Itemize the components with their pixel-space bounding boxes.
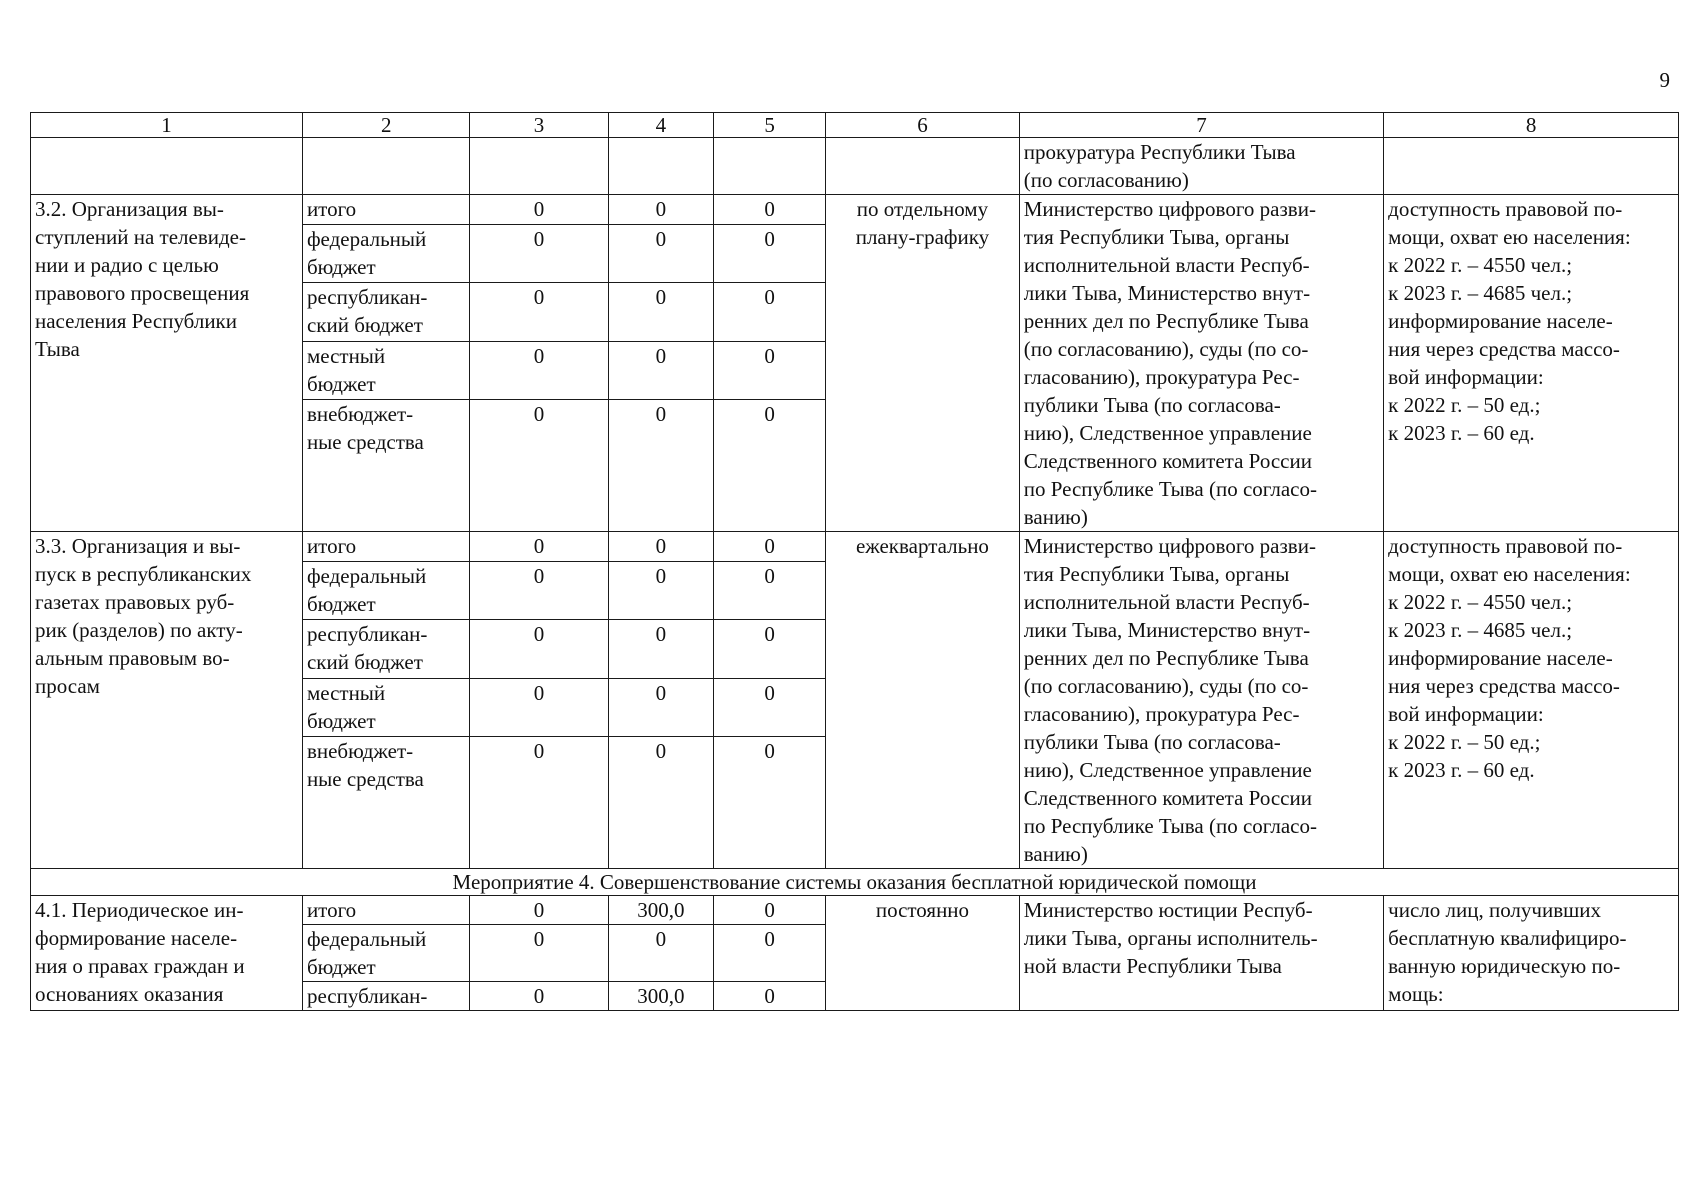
funding-source: местный бюджет xyxy=(302,341,470,400)
funding-value: 0 xyxy=(608,737,714,869)
empty-cell xyxy=(302,138,470,195)
funding-value: 0 xyxy=(608,620,714,679)
funding-value: 0 xyxy=(714,224,826,283)
funding-value: 0 xyxy=(470,400,608,532)
funding-source: федеральный бюджет xyxy=(302,925,470,982)
funding-source: итого xyxy=(302,532,470,562)
funding-value: 0 xyxy=(470,737,608,869)
column-number: 3 xyxy=(470,113,608,138)
funding-value: 0 xyxy=(714,982,826,1011)
funding-value: 0 xyxy=(714,678,826,737)
executors-cell: Министерство юстиции Респуб- лики Тыва, органы исполнитель- ной власти Республики Тыва xyxy=(1019,896,1383,1011)
column-number: 4 xyxy=(608,113,714,138)
column-number: 1 xyxy=(31,113,303,138)
execution-term: ежеквартально xyxy=(826,532,1020,869)
funding-value: 0 xyxy=(608,195,714,225)
activity-name: 3.2. Организация вы- ступлений на телевиде- нии и радио с целью правового просвещения населения Республики Тыва xyxy=(31,195,303,532)
empty-cell xyxy=(470,138,608,195)
funding-value: 0 xyxy=(714,195,826,225)
funding-value: 0 xyxy=(608,925,714,982)
empty-cell xyxy=(31,138,303,195)
funding-value: 0 xyxy=(608,532,714,562)
funding-value: 0 xyxy=(470,982,608,1011)
funding-value: 0 xyxy=(470,925,608,982)
funding-value: 0 xyxy=(714,737,826,869)
empty-cell xyxy=(608,138,714,195)
executors-cell: прокуратура Республики Тыва (по согласованию) xyxy=(1019,138,1383,195)
funding-value: 0 xyxy=(470,620,608,679)
funding-value: 0 xyxy=(608,224,714,283)
funding-value: 0 xyxy=(470,195,608,225)
funding-source: внебюджет- ные средства xyxy=(302,400,470,532)
funding-value: 0 xyxy=(470,341,608,400)
activity-name: 3.3. Организация и вы- пуск в республиканских газетах правовых руб- рик (разделов) по акту- альным правовым во- просам xyxy=(31,532,303,869)
funding-source: внебюджет- ные средства xyxy=(302,737,470,869)
execution-term: постоянно xyxy=(826,896,1020,1011)
funding-value: 0 xyxy=(608,561,714,620)
funding-source: республикан- ский бюджет xyxy=(302,620,470,679)
funding-source: федеральный бюджет xyxy=(302,224,470,283)
section-row xyxy=(31,869,1679,896)
execution-term: по отдельному плану-графику xyxy=(826,195,1020,532)
program-table xyxy=(30,112,1679,1011)
funding-value: 300,0 xyxy=(608,896,714,925)
funding-value: 0 xyxy=(608,678,714,737)
funding-value: 0 xyxy=(714,532,826,562)
empty-cell xyxy=(1384,138,1679,195)
funding-value: 0 xyxy=(714,925,826,982)
funding-source: итого xyxy=(302,195,470,225)
funding-value: 0 xyxy=(714,620,826,679)
funding-value: 0 xyxy=(714,561,826,620)
funding-source: федеральный бюджет xyxy=(302,561,470,620)
empty-cell xyxy=(826,138,1020,195)
table-row xyxy=(31,532,1679,562)
column-number: 8 xyxy=(1384,113,1679,138)
funding-value: 0 xyxy=(714,341,826,400)
funding-value: 0 xyxy=(470,561,608,620)
empty-cell xyxy=(714,138,826,195)
funding-value: 0 xyxy=(608,400,714,532)
section-title: Мероприятие 4. Совершенствование системы оказания бесплатной юридической помощи xyxy=(31,869,1679,896)
column-number: 5 xyxy=(714,113,826,138)
executors-cell: Министерство цифрового разви- тия Республики Тыва, органы исполнительной власти Респуб- лики Тыва, Министерство внут- ренних дел по Республике Тыва (по согласованию), суды (по со- гласованию), прокуратура Рес- публики Тыва (по согласова- нию), Следственное управление Следственного комитета России по Республике Тыва (по согласо- ванию) xyxy=(1019,532,1383,869)
expected-result: доступность правовой по- мощи, охват ею населения: к 2022 г. – 4550 чел.; к 2023 г. – 4685 чел.; информирование населе- ния через средства массо- вой информации: к 2022 г. – 50 ед.; к 2023 г. – 60 ед. xyxy=(1384,532,1679,869)
funding-value: 0 xyxy=(470,283,608,342)
column-number: 7 xyxy=(1019,113,1383,138)
expected-result: число лиц, получивших бесплатную квалифициро- ванную юридическую по- мощь: xyxy=(1384,896,1679,1011)
table-row xyxy=(31,896,1679,925)
funding-value: 0 xyxy=(470,678,608,737)
page-number: 9 xyxy=(1659,68,1670,92)
column-number: 6 xyxy=(826,113,1020,138)
funding-value: 0 xyxy=(608,341,714,400)
funding-source: итого xyxy=(302,896,470,925)
table-row xyxy=(31,195,1679,225)
funding-value: 0 xyxy=(608,283,714,342)
funding-value: 0 xyxy=(470,896,608,925)
activity-name: 4.1. Периодическое ин- формирование населе- ния о правах граждан и основаниях оказания xyxy=(31,896,303,1011)
funding-source: республикан- ский бюджет xyxy=(302,283,470,342)
funding-value: 0 xyxy=(470,532,608,562)
funding-value: 0 xyxy=(714,283,826,342)
funding-source: республикан- xyxy=(302,982,470,1011)
funding-source: местный бюджет xyxy=(302,678,470,737)
funding-value: 0 xyxy=(470,224,608,283)
funding-value: 300,0 xyxy=(608,982,714,1011)
continuation-row xyxy=(31,138,1679,195)
funding-value: 0 xyxy=(714,400,826,532)
executors-cell: Министерство цифрового разви- тия Республики Тыва, органы исполнительной власти Респуб- лики Тыва, Министерство внут- ренних дел по Республике Тыва (по согласованию), суды (по со- гласованию), прокуратура Рес- публики Тыва (по согласова- нию), Следственное управление Следственного комитета России по Республике Тыва (по согласо- ванию) xyxy=(1019,195,1383,532)
funding-value: 0 xyxy=(714,896,826,925)
column-number-row xyxy=(31,113,1679,138)
column-number: 2 xyxy=(302,113,470,138)
expected-result: доступность правовой по- мощи, охват ею населения: к 2022 г. – 4550 чел.; к 2023 г. – 4685 чел.; информирование населе- ния через средства массо- вой информации: к 2022 г. – 50 ед.; к 2023 г. – 60 ед. xyxy=(1384,195,1679,532)
